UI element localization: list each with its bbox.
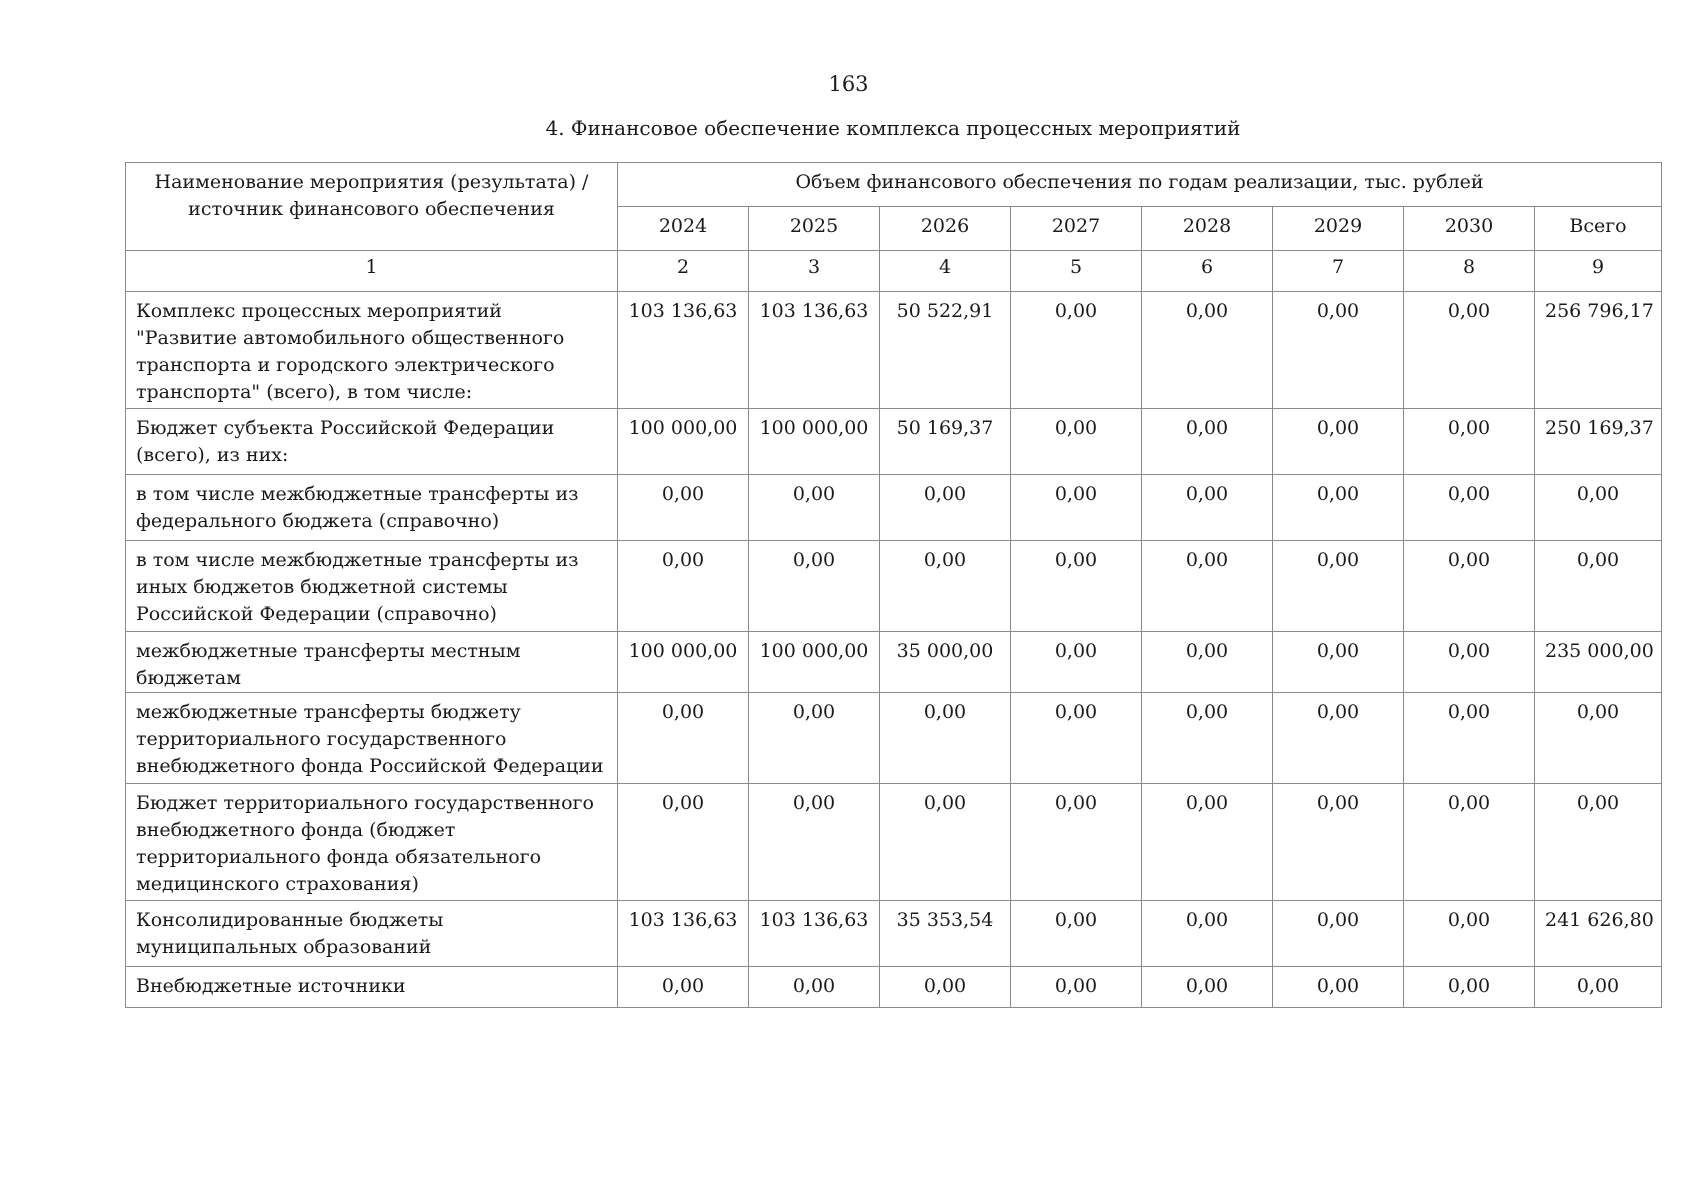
row-value: 103 136,63 (749, 901, 880, 967)
row-value: 0,00 (1404, 475, 1535, 541)
row-value: 0,00 (1011, 967, 1142, 1008)
header-total: Всего (1535, 207, 1662, 251)
column-number: 9 (1535, 251, 1662, 292)
row-value: 0,00 (1404, 541, 1535, 632)
header-year: 2028 (1142, 207, 1273, 251)
row-value: 0,00 (1142, 967, 1273, 1008)
row-value: 0,00 (1273, 693, 1404, 784)
row-value: 35 353,54 (880, 901, 1011, 967)
row-value: 0,00 (1404, 901, 1535, 967)
row-value: 0,00 (1273, 475, 1404, 541)
table-row (126, 784, 1662, 901)
row-name: в том числе межбюджетные трансферты из иных бюджетов бюджетной системы Российской Федерации (справочно) (126, 541, 618, 632)
column-number: 1 (126, 251, 618, 292)
table-row (126, 693, 1662, 784)
row-value: 0,00 (1273, 901, 1404, 967)
row-value: 0,00 (749, 693, 880, 784)
row-value: 0,00 (1011, 632, 1142, 693)
row-value: 0,00 (1011, 541, 1142, 632)
financing-table (125, 162, 1662, 1008)
row-value: 0,00 (880, 475, 1011, 541)
row-total: 241 626,80 (1535, 901, 1662, 967)
row-value: 0,00 (749, 784, 880, 901)
column-number: 7 (1273, 251, 1404, 292)
row-total: 0,00 (1535, 693, 1662, 784)
page-number: 163 (828, 72, 869, 96)
row-name: межбюджетные трансферты бюджету территориального государственного внебюджетного фонда Российской Федерации (126, 693, 618, 784)
row-value: 0,00 (1404, 784, 1535, 901)
row-value: 0,00 (1142, 475, 1273, 541)
row-value: 0,00 (749, 967, 880, 1008)
row-value: 0,00 (1273, 541, 1404, 632)
table-row (126, 475, 1662, 541)
row-value: 0,00 (749, 475, 880, 541)
row-value: 100 000,00 (618, 409, 749, 475)
header-year: 2024 (618, 207, 749, 251)
header-year: 2029 (1273, 207, 1404, 251)
row-value: 0,00 (1142, 693, 1273, 784)
row-value: 0,00 (1404, 409, 1535, 475)
table-row (126, 409, 1662, 475)
row-value: 0,00 (1273, 784, 1404, 901)
row-value: 100 000,00 (618, 632, 749, 693)
row-value: 0,00 (1404, 693, 1535, 784)
column-number: 2 (618, 251, 749, 292)
table-row (126, 901, 1662, 967)
row-value: 0,00 (1011, 409, 1142, 475)
table-body (126, 251, 1662, 1008)
row-value: 100 000,00 (749, 409, 880, 475)
header-year: 2026 (880, 207, 1011, 251)
row-value: 100 000,00 (749, 632, 880, 693)
row-name: Комплекс процессных мероприятий "Развитие автомобильного общественного транспорта и городского электрического транспорта" (всего), в том числе: (126, 292, 618, 409)
row-value: 0,00 (1142, 901, 1273, 967)
row-name: Бюджет территориального государственного внебюджетного фонда (бюджет территориального фонда обязательного медицинского страхования) (126, 784, 618, 901)
row-value: 0,00 (1142, 409, 1273, 475)
row-value: 0,00 (1142, 541, 1273, 632)
row-name: межбюджетные трансферты местным бюджетам (126, 632, 618, 693)
section-title: 4. Финансовое обеспечение комплекса процессных мероприятий (545, 116, 1241, 140)
row-value: 50 169,37 (880, 409, 1011, 475)
table-row (126, 967, 1662, 1008)
row-value: 0,00 (1273, 409, 1404, 475)
row-total: 256 796,17 (1535, 292, 1662, 409)
row-value: 0,00 (1142, 784, 1273, 901)
row-value: 0,00 (1273, 967, 1404, 1008)
row-value: 0,00 (1011, 292, 1142, 409)
row-value: 0,00 (618, 693, 749, 784)
row-value: 0,00 (880, 693, 1011, 784)
table-row (126, 632, 1662, 693)
row-value: 0,00 (880, 784, 1011, 901)
row-value: 0,00 (618, 475, 749, 541)
row-value: 103 136,63 (618, 901, 749, 967)
row-name: Бюджет субъекта Российской Федерации (всего), из них: (126, 409, 618, 475)
row-value: 0,00 (1011, 475, 1142, 541)
row-value: 0,00 (880, 967, 1011, 1008)
row-value: 0,00 (618, 784, 749, 901)
row-total: 0,00 (1535, 475, 1662, 541)
row-value: 0,00 (1011, 784, 1142, 901)
header-group: Объем финансового обеспечения по годам реализации, тыс. рублей (618, 163, 1662, 207)
header-year: 2027 (1011, 207, 1142, 251)
row-value: 0,00 (1142, 292, 1273, 409)
row-value: 0,00 (749, 541, 880, 632)
row-name: Внебюджетные источники (126, 967, 618, 1008)
row-value: 0,00 (1011, 901, 1142, 967)
column-number: 4 (880, 251, 1011, 292)
column-number-row (126, 251, 1662, 292)
column-number: 6 (1142, 251, 1273, 292)
table-row (126, 541, 1662, 632)
row-total: 235 000,00 (1535, 632, 1662, 693)
row-value: 0,00 (1404, 292, 1535, 409)
row-value: 35 000,00 (880, 632, 1011, 693)
row-value: 0,00 (618, 967, 749, 1008)
row-value: 0,00 (1142, 632, 1273, 693)
row-value: 0,00 (1011, 693, 1142, 784)
row-total: 0,00 (1535, 784, 1662, 901)
row-total: 0,00 (1535, 541, 1662, 632)
row-value: 0,00 (1404, 967, 1535, 1008)
header-year: 2030 (1404, 207, 1535, 251)
row-value: 103 136,63 (749, 292, 880, 409)
row-value: 0,00 (618, 541, 749, 632)
header-name: Наименование мероприятия (результата) / источник финансового обеспечения (126, 163, 618, 251)
row-value: 103 136,63 (618, 292, 749, 409)
row-value: 0,00 (1273, 292, 1404, 409)
row-name: в том числе межбюджетные трансферты из федерального бюджета (справочно) (126, 475, 618, 541)
column-number: 5 (1011, 251, 1142, 292)
row-value: 50 522,91 (880, 292, 1011, 409)
column-number: 8 (1404, 251, 1535, 292)
row-value: 0,00 (1404, 632, 1535, 693)
table-header (126, 163, 1662, 251)
table-row (126, 292, 1662, 409)
column-number: 3 (749, 251, 880, 292)
row-total: 250 169,37 (1535, 409, 1662, 475)
header-year: 2025 (749, 207, 880, 251)
row-value: 0,00 (880, 541, 1011, 632)
row-value: 0,00 (1273, 632, 1404, 693)
row-total: 0,00 (1535, 967, 1662, 1008)
row-name: Консолидированные бюджеты муниципальных образований (126, 901, 618, 967)
